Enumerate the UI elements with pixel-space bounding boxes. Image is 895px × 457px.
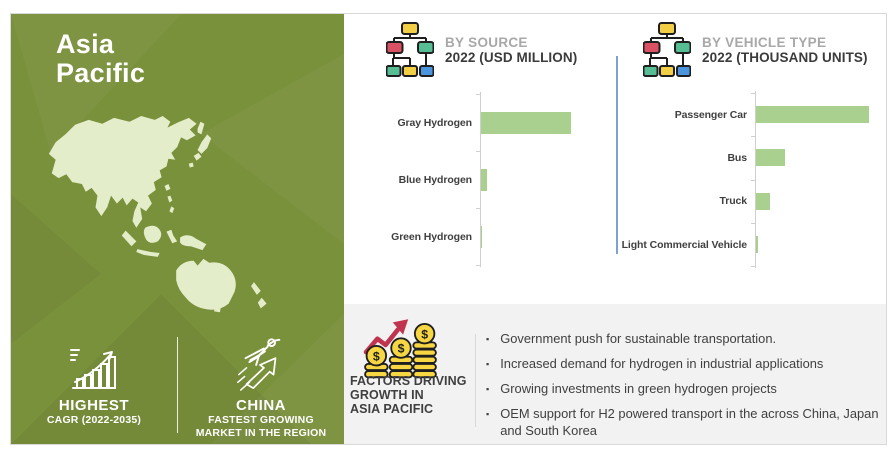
by-source-bar-chart [344,94,614,266]
axis-tick [476,265,480,266]
chart-row [344,151,614,208]
chart-row [344,208,614,265]
factors-divider-line [475,334,476,427]
stat-heading: HIGHEST [58,397,130,414]
category-label: Truck [719,195,747,208]
chart-row [601,93,886,136]
svg-text:$: $ [372,349,380,364]
by-source-header [386,22,577,78]
bar [756,193,770,210]
region-title [56,30,145,88]
chart-row [601,180,886,223]
stat-china-fastest-growing [178,337,344,439]
region-title-line1: Asia [56,29,115,59]
asia-pacific-map-silhouette [44,113,287,325]
bullet-marker-icon: ▪ [486,334,490,344]
factor-bullet [486,381,888,398]
category-label: Bus [727,151,747,164]
infographic-canvas [10,13,887,445]
chart-title: BY VEHICLE TYPE [702,35,827,50]
hierarchy-icon [643,22,691,78]
by-vehicle-type-bar-chart [601,93,886,267]
bullet-marker-icon: ▪ [486,384,490,394]
charts-area [344,14,886,304]
svg-text:$: $ [421,327,429,342]
stat-subtext: FASTEST GROWING [208,414,314,426]
bar-chart-growth-icon [68,337,120,391]
chart-subtitle: 2022 (THOUSAND UNITS) [702,50,868,65]
category-label: Passenger Car [674,108,747,121]
bar [756,236,758,253]
stat-subtext: MARKET IN THE REGION [195,426,327,439]
category-label: Blue Hydrogen [398,173,472,186]
region-title-line2: Pacific [56,58,146,88]
bar [481,226,482,248]
bullet-text: OEM support for H2 powered transport in the across China, Japan and South Korea [500,406,879,438]
bar [481,169,487,191]
chart-row [601,223,886,266]
factor-bullet [486,356,888,373]
chart-title: BY SOURCE [445,35,528,50]
category-label: Gray Hydrogen [397,116,472,129]
bullet-marker-icon: ▪ [486,359,490,369]
hierarchy-icon [386,22,434,78]
by-vehicle-type-header [643,22,868,78]
svg-text:$: $ [397,341,405,356]
factors-title-line: ASIA PACIFIC [350,402,434,416]
factors-title [350,374,467,416]
flying-person-icon [235,337,287,391]
region-panel [11,14,344,444]
stat-subtext: CAGR (2022-2035) [46,414,142,426]
bullet-text: Growing investments in green hydrogen projects [500,381,777,396]
category-label: Light Commercial Vehicle [621,238,747,251]
bar [481,112,571,134]
bullet-marker-icon: ▪ [486,409,490,419]
category-label: Green Hydrogen [391,230,472,243]
chart-title-block [445,35,577,65]
axis-tick [751,266,755,267]
bullet-text: Government push for sustainable transportation. [500,331,777,346]
chart-title-block [702,35,868,65]
chart-row [344,94,614,151]
factor-bullet [486,406,888,439]
bar [756,106,869,123]
bullet-text: Increased demand for hydrogen in industrial applications [500,356,824,371]
factors-title-line: FACTORS DRIVING [350,374,467,388]
factors-bullet-list [486,331,888,448]
bar [756,149,785,166]
region-stats [11,337,344,439]
factor-bullet [486,331,888,348]
factors-section [344,304,886,444]
stat-highest-cagr [11,337,178,433]
chart-row [601,136,886,179]
factors-title-line: GROWTH IN [350,388,424,402]
stat-heading: CHINA [236,397,286,414]
chart-subtitle: 2022 (USD MILLION) [445,50,578,65]
